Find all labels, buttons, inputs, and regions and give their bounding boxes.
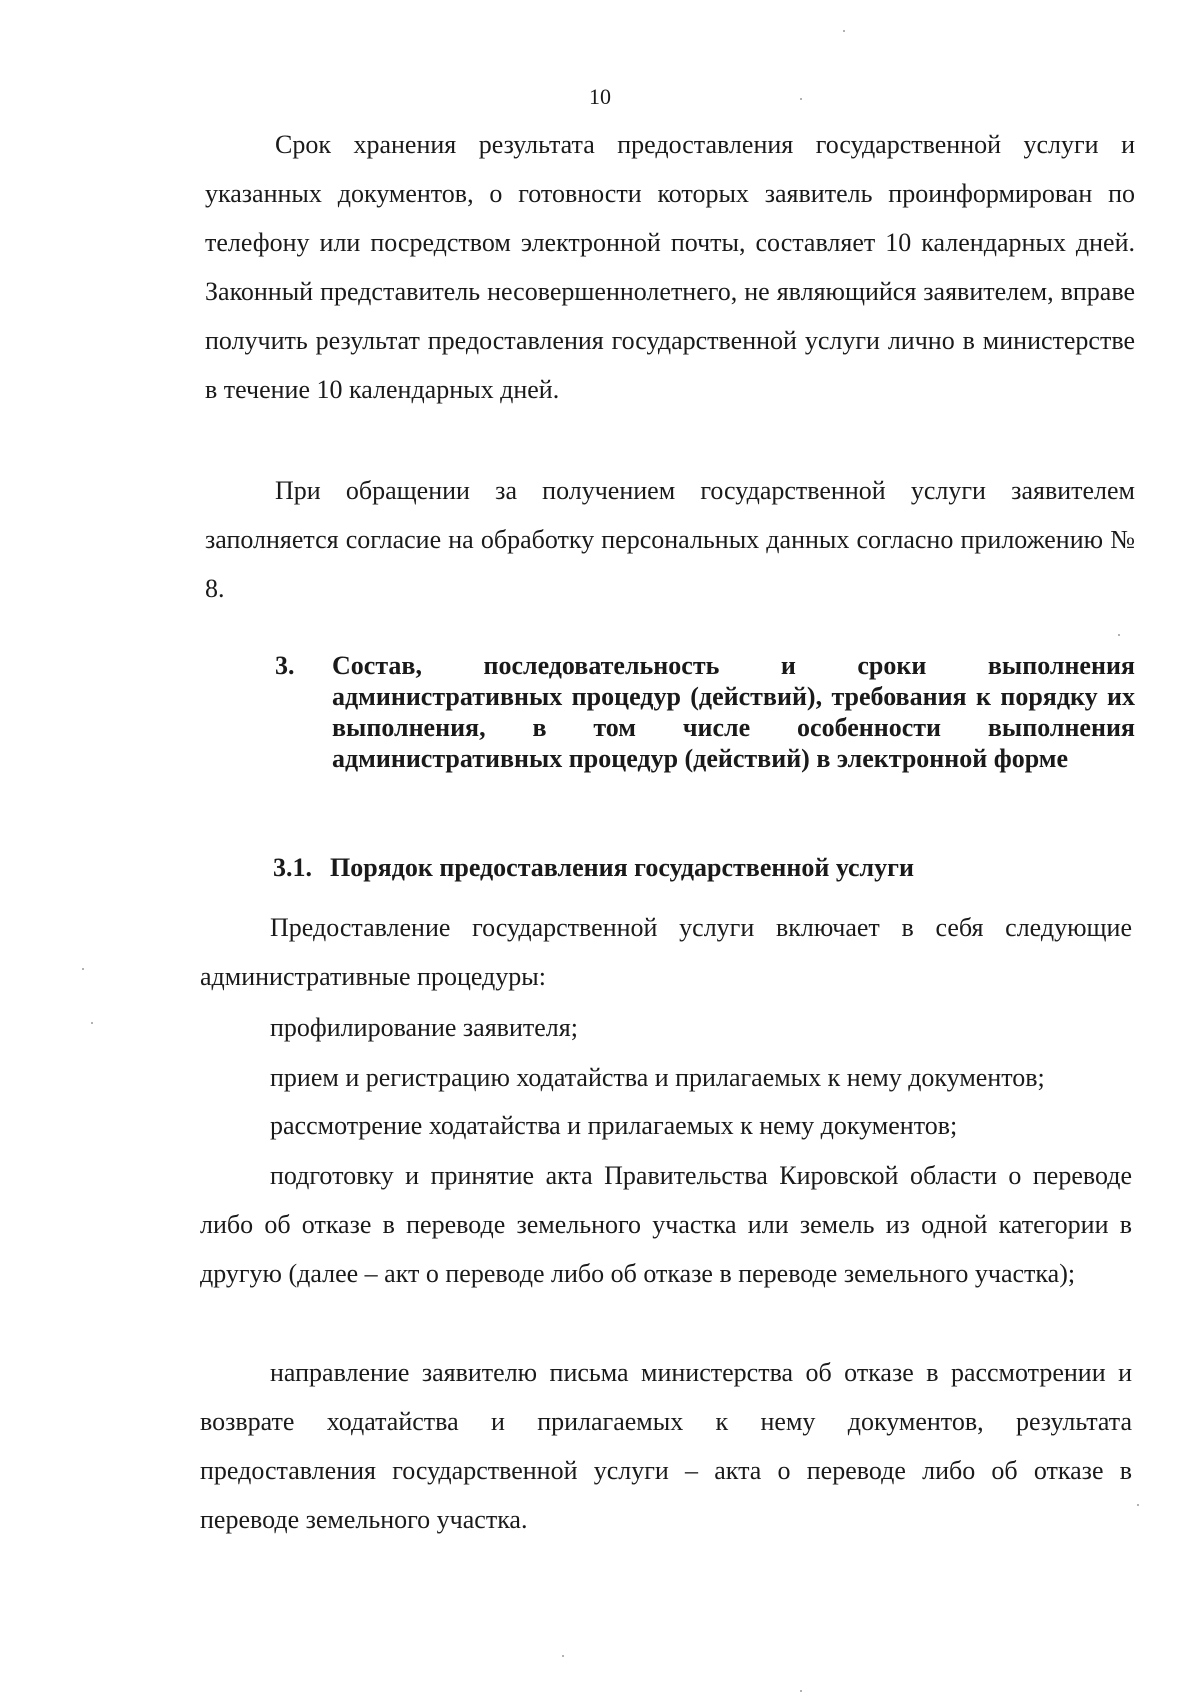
scan-speck	[91, 1022, 93, 1024]
paragraph-act-preparation: подготовку и принятие акта Правительства Кировской области о переводе либо об отказе в переводе земельного участка или земель из одной категории в другую (далее – акт о переводе либо об отказе в переводе земельного участка);	[200, 1161, 1132, 1288]
procedure-item: рассмотрение ходатайства и прилагаемых к нему документов;	[270, 1111, 958, 1140]
scan-speck	[1118, 634, 1120, 636]
scan-speck	[843, 30, 845, 32]
subsection-title: Порядок предоставления государственной услуги	[330, 853, 914, 882]
scan-speck	[82, 968, 84, 970]
paragraph-procedures-intro: Предоставление государственной услуги включает в себя следующие административные процедуры:	[200, 913, 1132, 991]
section-number: 3.	[275, 651, 295, 680]
procedure-item: профилирование заявителя;	[270, 1013, 578, 1042]
procedure-item: прием и регистрацию ходатайства и прилагаемых к нему документов;	[270, 1063, 1045, 1092]
scan-speck	[562, 1655, 564, 1657]
paragraph-notification: направление заявителю письма министерства об отказе в рассмотрении и возврате ходатайства и прилагаемых к нему документов, результата предоставления государственной услуги – акта о переводе либо об отказе в переводе земельного участка.	[200, 1358, 1132, 1534]
page-number: 10	[589, 84, 611, 109]
scan-speck	[800, 1690, 802, 1692]
subsection-heading	[273, 852, 1133, 883]
section-title: Состав, последовательность и сроки выполнения административных процедур (действий), требования к порядку их выполнения, в том числе особенности выполнения административных процедур (действий) в электронной форме	[332, 651, 1135, 773]
scan-speck	[800, 98, 802, 100]
scan-speck	[1137, 1504, 1139, 1506]
paragraph-personal-data-consent: При обращении за получением государственной услуги заявителем заполняется согласие на обработку персональных данных согласно приложению № 8.	[205, 476, 1135, 603]
subsection-number: 3.1.	[273, 853, 312, 882]
paragraph-storage-period: Срок хранения результата предоставления государственной услуги и указанных документов, о готовности которых заявитель проинформирован по телефону или посредством электронной почты, составляет 10 календарных дней. Законный представитель несовершеннолетнего, не являющийся заявителем, вправе получить результат предоставления государственной услуги лично в министерстве в течение 10 календарных дней.	[205, 130, 1135, 404]
